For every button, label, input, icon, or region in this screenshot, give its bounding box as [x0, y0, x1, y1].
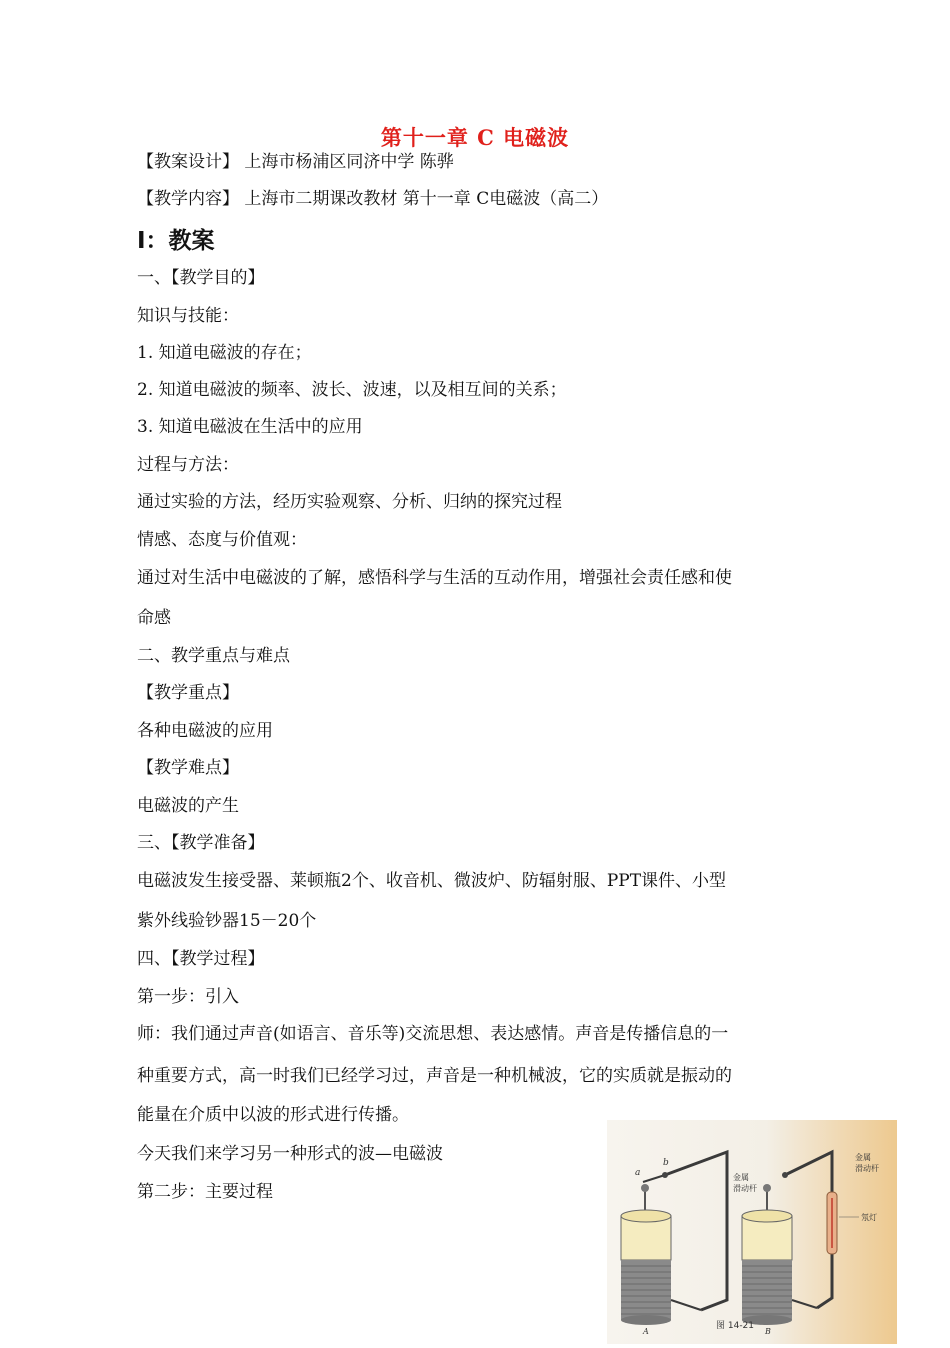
label-neon: 氖灯 — [861, 1213, 877, 1222]
text-line: 3. 知道电磁波在生活中的应用 — [137, 417, 363, 437]
text-line: 紫外线验钞器15－20个 — [137, 911, 317, 931]
text-line: 三、【教学准备】 — [137, 833, 265, 853]
label-A: A — [643, 1327, 649, 1336]
content-info: 【教学内容】 上海市二期课改教材 第十一章 C电磁波（高二） — [137, 189, 609, 209]
text-line: 四、【教学过程】 — [137, 949, 265, 969]
label-metal-rod-right: 金属 — [855, 1153, 871, 1162]
text-line: 【教学难点】 — [137, 758, 239, 778]
text-line: 一、【教学目的】 — [137, 268, 265, 288]
document-title: 第十一章 C 电磁波 — [380, 125, 570, 150]
text-line: 过程与方法： — [137, 455, 239, 475]
text-line: 二、教学重点与难点 — [137, 646, 290, 666]
text-line: 【教学重点】 — [137, 683, 239, 703]
text-line: 知识与技能： — [137, 306, 239, 326]
label-B: B — [765, 1327, 771, 1336]
text-line: 1. 知道电磁波的存在； — [137, 343, 312, 363]
leyden-jar-illustration — [607, 1120, 897, 1344]
text-line: 2. 知道电磁波的频率、波长、波速，以及相互间的关系； — [137, 380, 567, 400]
label-a: a — [635, 1168, 641, 1178]
apparatus-a — [621, 1152, 757, 1336]
label-metal-rod-right-2: 滑动杆 — [855, 1164, 879, 1173]
text-line: 电磁波的产生 — [137, 796, 239, 816]
label-b: b — [663, 1158, 669, 1168]
text-line: 各种电磁波的应用 — [137, 721, 273, 741]
section-heading: Ⅰ：教案 — [137, 228, 215, 254]
text-line: 通过对生活中电磁波的了解，感悟科学与生活的互动作用，增强社会责任感和使 — [137, 568, 732, 588]
figure-caption: 图 14-21 — [716, 1321, 755, 1331]
text-line: 电磁波发生接受器、莱顿瓶2个、收音机、微波炉、防辐射服、PPT课件、小型 — [137, 871, 727, 891]
text-line: 师：我们通过声音(如语言、音乐等)交流思想、表达感情。声音是传播信息的一 — [137, 1024, 729, 1044]
text-line: 情感、态度与价值观： — [137, 530, 307, 550]
text-line: 今天我们来学习另一种形式的波—电磁波 — [137, 1144, 443, 1164]
apparatus-b — [742, 1152, 879, 1336]
text-line: 第一步：引入 — [137, 987, 239, 1007]
text-line: 能量在介质中以波的形式进行传播。 — [137, 1105, 409, 1125]
design-info: 【教案设计】 上海市杨浦区同济中学 陈骅 — [137, 152, 454, 172]
label-metal-rod-left: 金属 — [733, 1173, 749, 1182]
leyden-jar-figure — [607, 1120, 897, 1344]
label-metal-rod-left-2: 滑动杆 — [733, 1184, 757, 1193]
text-line: 第二步：主要过程 — [137, 1182, 273, 1202]
text-line: 命感 — [137, 608, 171, 628]
text-line: 种重要方式，高一时我们已经学习过，声音是一种机械波，它的实质就是振动的 — [137, 1066, 732, 1086]
text-line: 通过实验的方法，经历实验观察、分析、归纳的探究过程 — [137, 492, 562, 512]
